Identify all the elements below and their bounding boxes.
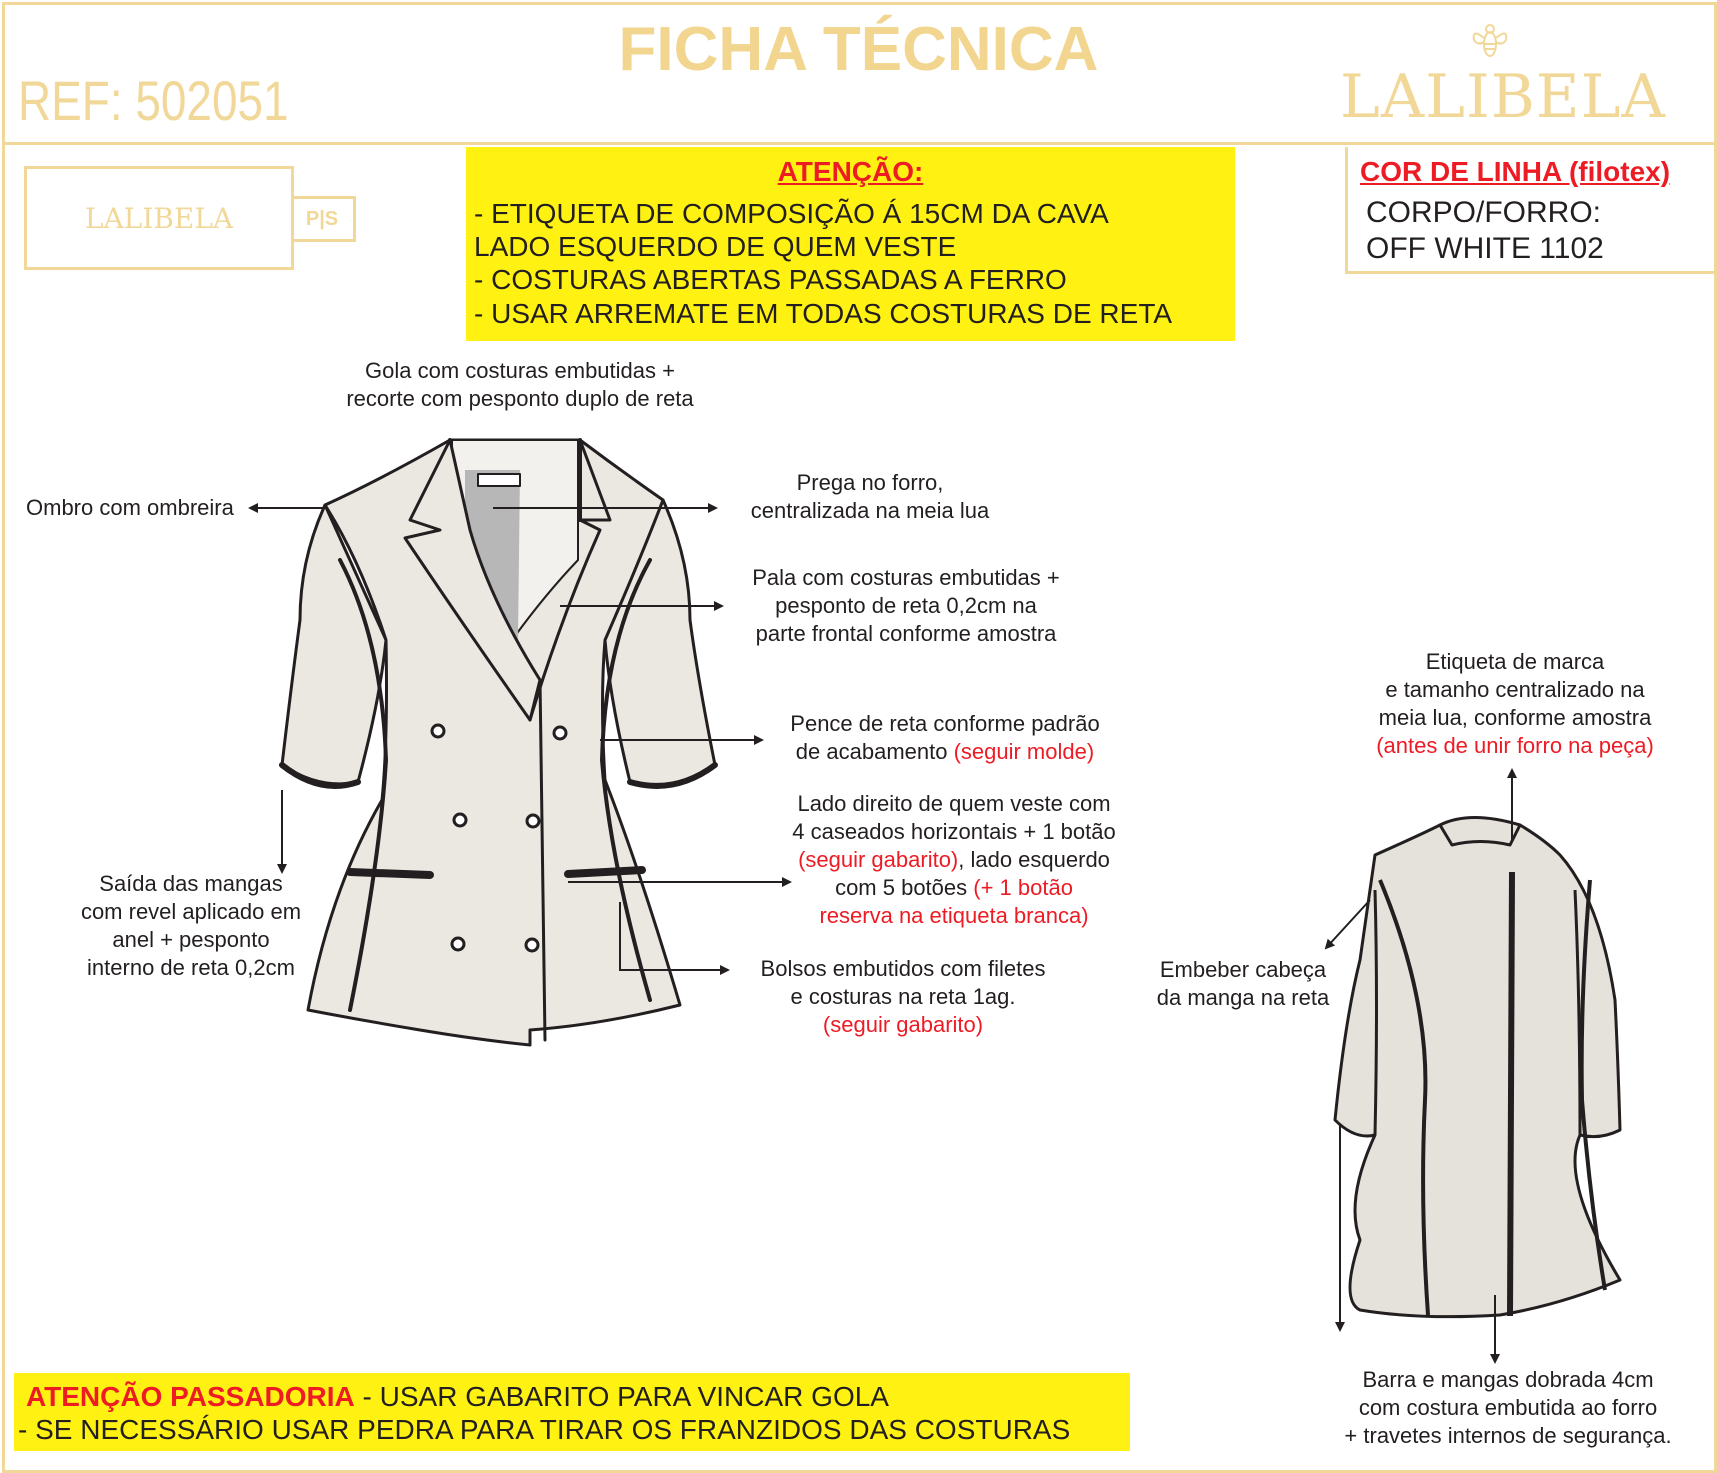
note-dart [760, 710, 1130, 766]
attention-line: - USAR ARREMATE EM TODAS COSTURAS DE RETA [474, 298, 1173, 329]
note-line: e costuras na reta 1ag. [790, 984, 1016, 1009]
note-brand-label [1350, 648, 1680, 760]
note-text: de acabamento [795, 739, 954, 764]
note-line [764, 846, 1144, 874]
note-line: parte frontal conforme amostra [755, 621, 1057, 646]
note-text: com 5 botões [835, 875, 974, 900]
note-line: interno de reta 0,2cm [87, 955, 295, 980]
note-line: da manga na reta [1156, 985, 1330, 1010]
ironing-line-2: - SE NECESSÁRIO USAR PEDRA PARA TIRAR OS FRANZIDOS DAS COSTURAS [18, 1414, 1071, 1445]
note-alert: (+ 1 botão [973, 875, 1073, 900]
note-hem [1308, 1366, 1708, 1450]
note-line: Gola com costuras embutidas + [365, 358, 675, 383]
note-line: Saída das mangas [99, 871, 283, 896]
thread-color-value: OFF WHITE 1102 [1366, 232, 1604, 265]
note-text: , lado esquerdo [958, 847, 1110, 872]
attention-title: ATENÇÃO: [777, 156, 924, 187]
note-line: Lado direito de quem veste com [797, 791, 1111, 816]
note-line: Etiqueta de marca [1425, 649, 1605, 674]
note-line: + travetes internos de segurança. [1344, 1423, 1672, 1448]
attention-line: LADO ESQUERDO DE QUEM VESTE [474, 231, 957, 262]
note-line: Prega no forro, [796, 470, 944, 495]
size-tag: P|S [291, 196, 356, 242]
note-alert: (antes de unir forro na peça) [1376, 733, 1654, 758]
note-line: com revel aplicado em [80, 899, 302, 924]
note-sleeve-hem [66, 870, 316, 982]
note-line: Barra e mangas dobrada 4cm [1362, 1367, 1654, 1392]
thread-color-part: CORPO/FORRO: [1366, 196, 1602, 229]
ironing-line-1 [26, 1381, 889, 1413]
note-line: pesponto de reta 0,2cm na [775, 593, 1037, 618]
note-yoke [716, 564, 1096, 648]
note-line: Bolsos embutidos com filetes [760, 956, 1046, 981]
note-line: Pence de reta conforme padrão [790, 711, 1100, 736]
note-alert: reserva na etiqueta branca) [819, 903, 1089, 928]
note-line [764, 874, 1144, 902]
note-line: Embeber cabeça [1159, 957, 1327, 982]
attention-line: - COSTURAS ABERTAS PASSADAS A FERRO [474, 264, 1067, 295]
ironing-title: ATENÇÃO PASSADORIA [26, 1381, 355, 1412]
brand-label-text: LALIBELA [84, 201, 234, 235]
note-alert: (seguir gabarito) [822, 1012, 984, 1037]
page-title: FICHA TÉCNICA [618, 15, 1099, 84]
note-buttonholes [764, 790, 1144, 930]
note-alert: (seguir molde) [953, 739, 1095, 764]
front-jacket-drawing [282, 440, 715, 1045]
reference-code: REF: 502051 [18, 69, 289, 132]
attention-line: - ETIQUETA DE COMPOSIÇÃO Á 15CM DA CAVA [474, 198, 1109, 229]
back-jacket-drawing [1335, 818, 1620, 1317]
note-line: recorte com pesponto duplo de reta [346, 386, 694, 411]
note-lining-pleat [720, 469, 1020, 525]
note-line [760, 738, 1130, 766]
note-pockets [738, 955, 1068, 1039]
note-line: 4 caseados horizontais + 1 botão [792, 819, 1116, 844]
brand-logo: LALIBELA [1340, 62, 1666, 132]
note-line: meia lua, conforme amostra [1378, 705, 1652, 730]
note-sleeve-cap [1138, 956, 1348, 1012]
note-line: Pala com costuras embutidas + [752, 565, 1060, 590]
note-alert: (seguir gabarito) [798, 847, 959, 872]
note-line: anel + pesponto [112, 927, 270, 952]
note-line: e tamanho centralizado na [1385, 677, 1645, 702]
thread-color-title: COR DE LINHA (filotex) [1360, 156, 1671, 187]
note-collar [300, 357, 740, 413]
note-shoulder: Ombro com ombreira [26, 495, 234, 520]
note-line: centralizada na meia lua [750, 498, 990, 523]
note-line: com costura embutida ao forro [1358, 1395, 1658, 1420]
ironing-text: - USAR GABARITO PARA VINCAR GOLA [354, 1381, 889, 1412]
